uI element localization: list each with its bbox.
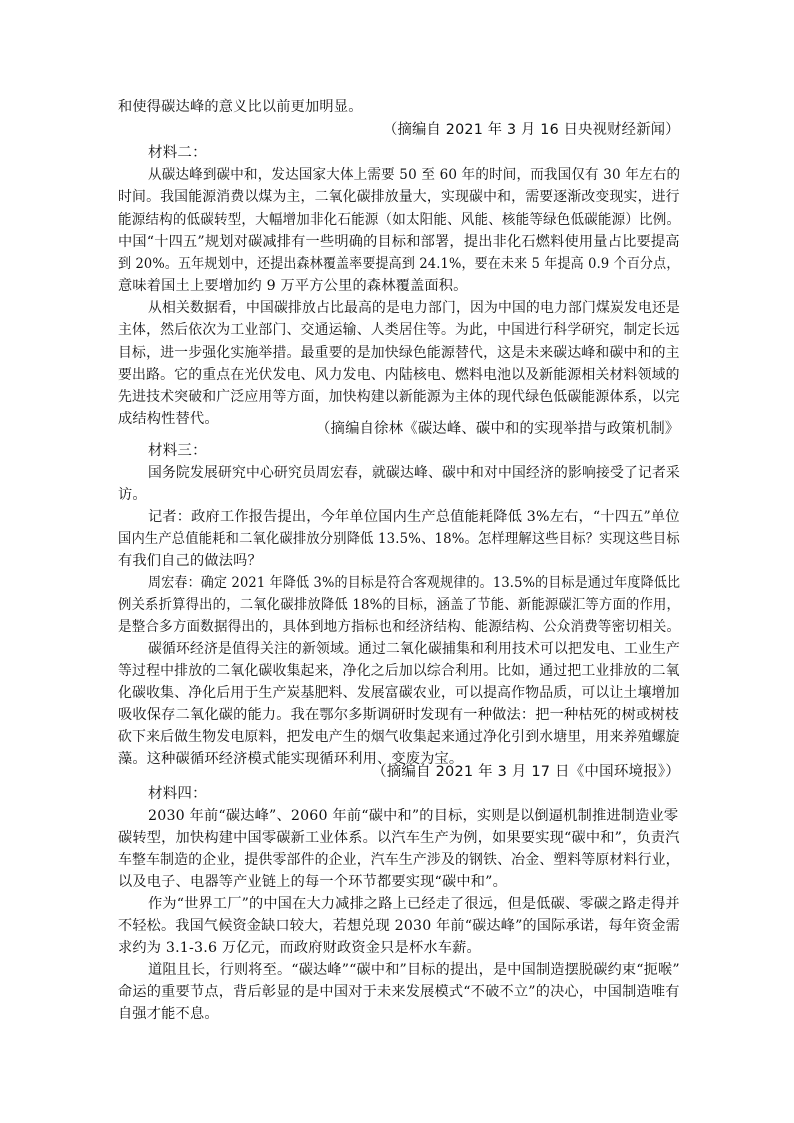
- paragraph-line: 国务院发展研究中心研究员周宏春，就碳达峰、碳中和对中国经济的影响接受了记者采: [148, 465, 680, 481]
- paragraph-line: 碳转型，加快构建中国零碳新工业体系。以汽车生产为例，如果要实现“碳中和”，负责汽: [118, 830, 680, 846]
- paragraph-line: 到 20%。五年规划中，还提出森林覆盖率要提高到 24.1%，要在未来 5 年提高 0.9 个百分点，: [118, 256, 680, 272]
- material2-source: （摘编自徐林《碳达峰、碳中和的实现举措与政策机制》: [316, 421, 680, 437]
- material1-tail-line: 和使得碳达峰的意义比以前更加明显。: [118, 99, 363, 115]
- paragraph-line: 记者：政府工作报告提出，今年单位国内生产总值能耗降低 3%左右，“十四五”单位: [148, 509, 680, 525]
- paragraph-line: 要出路。它的重点在光伏发电、风力发电、内陆核电、燃料电池以及新能源相关材料领域的: [118, 367, 680, 383]
- paragraph-line: 作为“世界工厂”的中国在大力减排之路上已经走了很远，但是低碳、零碳之路走得并: [148, 896, 680, 912]
- paragraph-line: 主体，然后依次为工业部门、交通运输、人类居住等。为此，中国进行科学研究，制定长远: [118, 322, 680, 338]
- paragraph-line: 目标，进一步强化实施举措。最重要的是加快绿色能源替代，这是未来碳达峰和碳中和的主: [118, 345, 680, 361]
- material3-source: （摘编自 2021 年 3 月 17 日《中国环境报》）: [372, 764, 681, 780]
- paragraph-line: 车整车制造的企业，提供零部件的企业，汽车生产涉及的钢铁、冶金、塑料等原材料行业，: [118, 852, 680, 868]
- paragraph-line: 从碳达峰到碳中和，发达国家大体上需要 50 至 60 年的时间，而我国仅有 30 年左右的: [148, 167, 681, 183]
- paragraph-line: 例关系折算得出的，二氧化碳排放降低 18%的目标，涵盖了节能、新能源碳汇等方面的作用，: [118, 597, 681, 613]
- material1-source: （摘编自 2021 年 3 月 16 日央视财经新闻）: [383, 122, 680, 138]
- paragraph-line: 砍下来后做生物发电原料，把发电产生的烟气收集起来通过净化引到水塘里，用来养殖螺旋: [118, 729, 680, 745]
- material2-heading: 材料二：: [148, 145, 207, 161]
- paragraph-line: 碳循环经济是值得关注的新领域。通过二氧化碳捕集和利用技术可以把发电、工业生产: [148, 641, 680, 657]
- paragraph-line: 2030 年前“碳达峰”、2060 年前“碳中和”的目标，实则是以倒逼机制推进制造业零: [148, 808, 679, 824]
- paragraph-line: 不轻松。我国气候资金缺口较大，若想兑现 2030 年前“碳达峰”的国际承诺，每年资金需: [118, 918, 680, 934]
- paragraph-line: 命运的重要节点，背后彰显的是中国对于未来发展模式“不破不立”的决心，中国制造唯有: [118, 984, 680, 1000]
- paragraph-line: 能源结构的低碳转型，大幅增加非化石能源（如太阳能、风能、核能等绿色低碳能源）比例。: [118, 212, 681, 228]
- paragraph-line: 以及电子、电器等产业链上的每一个环节都要实现“碳中和”。: [118, 874, 507, 890]
- paragraph-line: 从相关数据看，中国碳排放占比最高的是电力部门，因为中国的电力部门煤炭发电还是: [148, 300, 680, 316]
- paragraph-line: 自强才能不息。: [118, 1006, 219, 1022]
- paragraph-line: 道阻且长，行则将至。“碳达峰”“碳中和”目标的提出，是中国制造摆脱碳约束“扼喉”: [148, 962, 680, 978]
- paragraph-line: 时间。我国能源消费以煤为主，二氧化碳排放量大，实现碳中和，需要逐渐改变现实，进行: [118, 189, 680, 205]
- paragraph-line: 有我们自己的做法吗？: [118, 553, 262, 569]
- paragraph-line: 国内生产总值能耗和二氧化碳排放分别降低 13.5%、18%。怎样理解这些目标？实现这些目标: [118, 531, 680, 547]
- paragraph-line: 吸收保存二氧化碳的能力。我在鄂尔多斯调研时发现有一种做法：把一种枯死的树或树枝: [118, 707, 680, 723]
- paragraph-line: 藻。这种碳循环经济模式能实现循环利用、变废为宝。: [118, 751, 464, 767]
- paragraph-line: 中国“十四五”规划对碳减排有一些明确的目标和部署，提出非化石燃料使用量占比要提高: [118, 234, 680, 250]
- paragraph-line: 先进技术突破和广泛应用等方面，加快构建以新能源为主体的现代绿色低碳能源体系，以完: [118, 389, 680, 405]
- material3-heading: 材料三：: [148, 443, 207, 459]
- paragraph-line: 等过程中排放的二氧化碳收集起来，净化之后加以综合利用。比如，通过把工业排放的二氧: [118, 663, 680, 679]
- paragraph-line: 成结构性替代。: [118, 411, 219, 427]
- material4-heading: 材料四：: [148, 786, 207, 802]
- paragraph-line: 化碳收集、净化后用于生产炭基肥料、发展富碳农业，可以提高作物品质，可以让土壤增加: [118, 685, 680, 701]
- paragraph-line: 访。: [118, 487, 147, 503]
- paragraph-line: 是整合多方面数据得出的，具体到地方指标也和经济结构、能源结构、公众消费等密切相关。: [118, 619, 681, 635]
- paragraph-line: 意味着国土上要增加约 9 万平方公里的森林覆盖面积。: [118, 278, 468, 294]
- paragraph-line: 求约为 3.1-3.6 万亿元，而政府财政资金只是杯水车薪。: [118, 940, 481, 956]
- paragraph-line: 周宏春：确定 2021 年降低 3%的目标是符合客观规律的。13.5%的目标是通过年度降低比: [148, 575, 681, 591]
